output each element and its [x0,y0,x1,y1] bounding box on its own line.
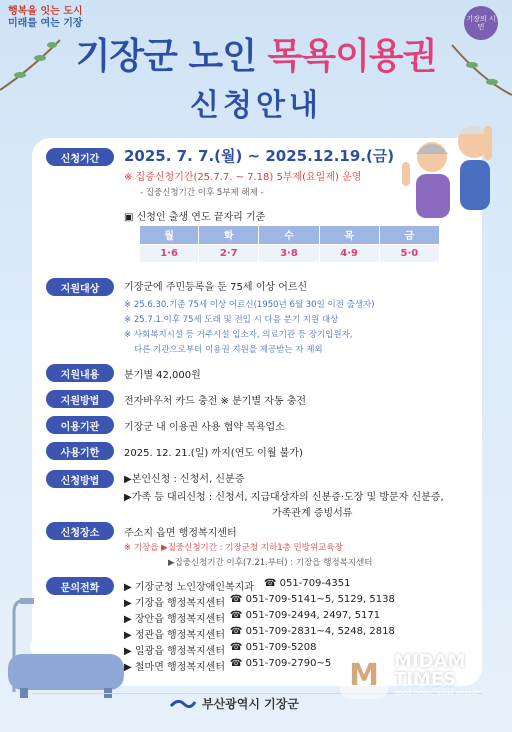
city-badge: 기장의 시민 [464,6,498,40]
label-apply: 신청방법 [46,470,114,488]
elderly-couple-illustration [392,112,504,230]
contact-tel[interactable]: ☎ 051-709-2790~5 [230,658,332,669]
contact-tel[interactable]: ☎ 051-709-5141~5, 5129, 5138 [230,594,395,605]
location-focus: ▶집중신청기간 : 기장군청 지하1층 민방위교육장 [161,543,343,553]
label-contact: 문의전화 [46,577,114,595]
period-dates: 2025. 7. 7.(월) ~ 2025.12.19.(금) [124,147,395,165]
contact-name: ▶ 기장읍 행정복지센터 [124,598,225,609]
logo-line2: 미래를 여는 기장 [8,18,83,29]
midam-watermark [340,640,510,710]
watermark-tagline: good news, good people [394,689,480,697]
birth-year-table [140,226,440,262]
page-title [0,28,512,79]
contact-name: ▶ 정관읍 행정복지센터 [124,630,225,641]
day-wed: 수 [259,226,319,244]
label-usage: 사용기한 [46,442,114,460]
contact-row [124,594,395,610]
contact-row [124,578,395,594]
contact-name: ▶ 장안읍 행정복지센터 [124,614,225,625]
day-mon: 월 [140,226,199,244]
label-location: 신청장소 [46,522,114,540]
location-line2 [124,541,343,553]
logo-line1: 행복을 잇는 도시 [8,6,83,17]
digits-tue: 2·7 [199,244,259,262]
target-main: 기장군에 주민등록을 둔 75세 이상 어르신 [124,282,308,293]
target-note1: ※ 25.6.30.기준 75세 이상 어르신(1950년 6월 30일 이전 출생자) [124,300,375,310]
target-note3: ※ 사회복지시설 등 거주시설 입소자, 의료기관 등 장기입원자, [124,330,353,340]
digits-thu: 4·9 [319,244,379,262]
watermark-brand1: MIDAM [394,651,466,672]
location-gijang: ※ 기장읍 [124,543,159,553]
location-line1: 주소지 읍면 행정복지센터 [124,528,237,539]
target-note4: 다른 기관으로부터 이용권 지원을 제공받는 자 제외 [134,345,323,355]
header-logo [8,6,83,30]
day-thu: 목 [319,226,379,244]
apply-line3: 가족관계 증빙서류 [272,508,353,519]
page-subtitle: 신청안내 [190,88,322,123]
contact-name: ▶ 기장군청 노인장애인복지과 [124,582,254,593]
footer [170,695,299,712]
contact-name: ▶ 일광읍 행정복지센터 [124,646,225,657]
location-line3: ▶집중신청기간 이후(7.21.부터) : 기장읍 행정복지센터 [168,558,373,568]
contact-tel[interactable]: ☎ 051-709-2831~4, 5248, 2818 [230,626,395,637]
contact-tel[interactable]: ☎ 051-709-2494, 2497, 5171 [230,610,381,621]
content-text: 분기별 42,000원 [124,370,201,381]
apply-line1: ▶본인신청 : 신청서, 신분증 [124,474,245,485]
contact-tel[interactable]: ☎ 051-709-4351 [264,578,351,589]
place-text: 기장군 내 이용권 사용 협약 목욕업소 [124,422,285,433]
method-text: 전자바우처 카드 충전 ※ 분기별 자동 충전 [124,396,307,407]
label-place: 이용기관 [46,416,114,434]
apply-line2: ▶가족 등 대리신청 : 신청서, 지급대상자의 신분증·도장 및 방문자 신분증, [124,492,444,503]
title-part1: 기장군 노인 [75,36,256,77]
birth-table-title: ▣ 신청인 출생 연도 끝자리 기준 [124,212,266,223]
usage-text: 2025. 12. 21.(일) 까지(연도 이월 불가) [124,448,303,459]
period-note2: - 집중신청기간 이후 5부제 해제 - [140,188,264,198]
day-fri: 금 [379,226,439,244]
bathtub-illustration [0,592,130,702]
digits-fri: 5·0 [379,244,439,262]
contact-name: ▶ 철마면 행정복지센터 [124,662,225,673]
target-note2: ※ 25.7.1.이후 75세 도래 및 전입 시 다음 분기 지원 대상 [124,315,339,325]
day-tue: 화 [199,226,259,244]
watermark-logo-icon: M [340,651,388,699]
digits-wed: 3·8 [259,244,319,262]
label-content: 지원내용 [46,364,114,382]
digits-mon: 1·6 [140,244,199,262]
label-method: 지원방법 [46,390,114,408]
gijang-logo-icon [170,697,196,711]
contact-row [124,610,395,626]
contact-tel[interactable]: ☎ 051-709-5208 [230,642,317,653]
label-target: 지원대상 [46,278,114,296]
label-period: 신청기간 [46,148,114,166]
title-part2: 목욕이용권 [267,36,437,77]
footer-org: 부산광역시 기장군 [202,697,299,711]
period-note1: ※ 집중신청기간(25.7.7. ~ 7.18) 5부제(요일제) 운영 [124,172,362,183]
watermark-brand2: TIMES [394,669,457,690]
